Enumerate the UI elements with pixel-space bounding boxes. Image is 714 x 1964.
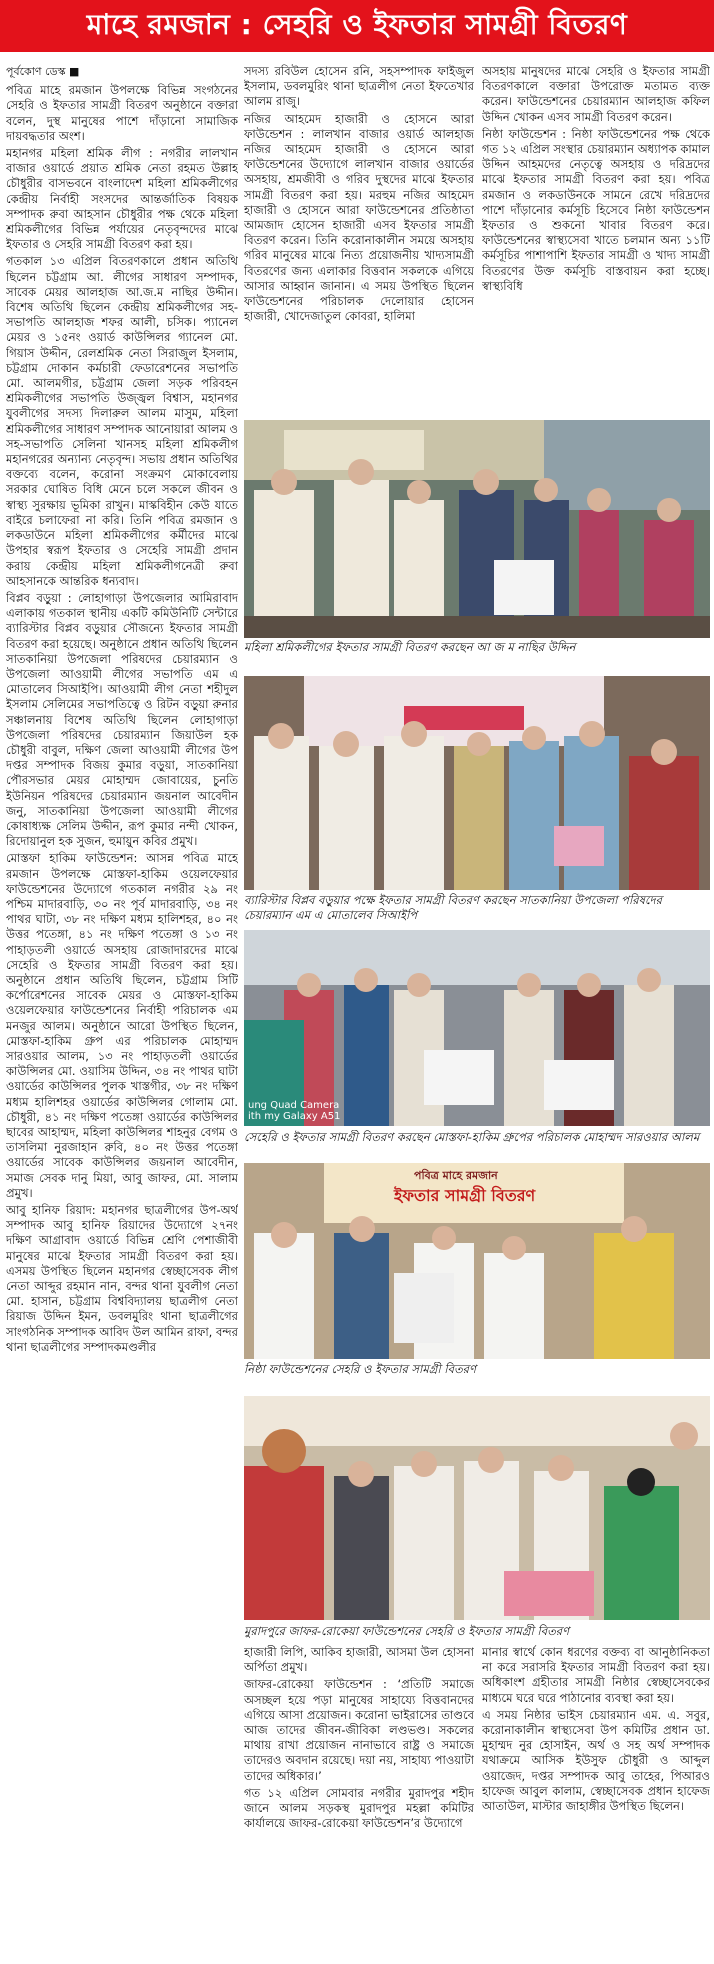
paragraph: পবিত্র মাহে রমজান উপলক্ষে বিভিন্ন সংগঠনের সেহরি ও ইফতার সামগ্রী বিতরণ অনুষ্ঠানে বক্তারা বলেন, দুস্থ মানুষের পাশে দাঁড়ানো সামাজিক দায়বদ্ধতার অংশ। [6,83,238,143]
photo-caption: মুরাদপুরে জাফর-রোকেয়া ফাউন্ডেশনের সেহরি ও ইফতার সামগ্রী বিতরণ [244,1624,570,1638]
byline: পূর্বকোণ ডেস্ক ■ [6,65,80,78]
paragraph: বিপ্লব বড়ুয়া : লোহাগাড়া উপজেলার আমিরাবাদ এলাকায় গতকাল স্থানীয় একটি কমিউনিটি সেন্টারে ব্যারিস্টার বিপ্লব বড়ুয়ার সৌজন্যে ইফতার সামগ্রী বিতরণ করা হয়েছে। অনুষ্ঠানে প্রধান অতিথি ছিলেন সাতকানিয়া উপজেলা পরিষদের চেয়ারম্যান ও উপজেলা আওয়ামী লীগের সভাপতি এম এ মোতালেব সিআইপি। আওয়ামী লীগ নেতা শহীদুল ইসলাম সেলিমের সভাপতিত্বে ও রিটন বড়ুয়া রুনার সঞ্চালনায় বিশেষ অতিথি ছিলেন লোহাগাড়া উপজেলা পরিষদের চেয়ারম্যান জিয়াউল হক চৌধুরী বাবুল, দক্ষিণ জেলা আওয়ামী লীগের উপ দপ্তর সম্পাদক বিজয় কুমার বড়ুয়া, সাতকানিয়া পৌরসভার মেয়র মোহাম্মদ জোবায়ের, চুনতি ইউনিয়ন পরিষদের চেয়ারম্যান জয়নাল আবেদীন জনু, সাতকানিয়া উপজেলা আওয়ামী লীগের কোষাধ্যক্ষ সেলিম উদ্দীন, রূপ কুমার নন্দী খোকন, রিদোয়ানুল হক সুজন, হুমায়ুন কবির প্রমুখ। [6,590,238,849]
page-title: মাহে রমজান : সেহরি ও ইফতার সামগ্রী বিতরণ [0,0,714,52]
photo-banner-subtext: ইফতার সামগ্রী বিতরণ [394,1186,536,1205]
photo-caption: সেহেরি ও ইফতার সামগ্রী বিতরণ করছেন মোস্তফা-হাকিম গ্রুপের পরিচালক মোহাম্মদ সারওয়ার আলম [244,1130,700,1144]
photo-caption: ব্যারিস্টার বিপ্লব বড়ুয়ার পক্ষে ইফতার সামগ্রী বিতরণ করছেন সাতকানিয়া উপজেলা পরিষদের চেয়ারম্যান এম এ মোতালেব সিআইপি [244,893,662,922]
paragraph: মোস্তফা হাকিম ফাউন্ডেশন: আসন্ন পবিত্র মাহে রমজান উপলক্ষে মোস্তফা-হাকিম ওয়েলফেয়ার ফাউন্ডেশনের উদ্যোগে গতকাল নগরীর ২৯ নং পশ্চিম মাদারবাড়ি, ৩০ নং পূর্ব মাদারবাড়ি, ৩৪ নং পাথর ঘাটা, ৩৮ নং দক্ষিণ মধ্যম হালিশহর, ৪০ নং উত্তর পতেঙ্গা, ৪১ নং দক্ষিণ পতেঙ্গা ও ১৩ নং পাহাড়তলী ওয়ার্ডে অসহায় রোজাদারদের মাঝে সেহেরি ও ইফতার সামগ্রী বিতরণ করা হয়। অনুষ্ঠানে প্রধান অতিথি ছিলেন, চট্টগ্রাম সিটি কর্পোরেশনের সাবেক মেয়র ও মোস্তফা-হাকিম ওয়েলফেয়ার ফাউন্ডেশনের নির্বাহী পরিচালক এম মনজুর আলম। অনুষ্ঠানে আরো উপস্থিত ছিলেন, মোস্তফা-হাকিম গ্রুপ এর পরিচালক মোহাম্মদ সারওয়ার আলম, ১৩ নং পাহাড়তলী ওয়ার্ডের কাউন্সিলর মো. ওয়াসিম উদ্দিন, ৩৪ নং পাথর ঘাটা ওয়ার্ডের কাউন্সিলর পুলক খাস্তগীর, ৩৮ নং দক্ষিণ মধ্যম হালিশহর ওয়ার্ডের কাউন্সিলর গোলাম মো. চৌধুরী, ৪১ নং দক্ষিণ পতেঙ্গা ওয়ার্ডের কাউন্সিলর ছাবের আহাম্মদ, মহিলা কাউন্সিলর শাহনুর বেগম ও তাসলিমা নুরজাহান রুবি, ৪০ নং উত্তর পতেঙ্গা ওয়ার্ডের সাবেক কাউন্সিলর জয়নাল আবেদীন, সমাজ সেবক দানু মিয়া, আবু জাফর, মো. সালাম প্রমুখ। [6,851,238,1200]
news-photo [244,676,710,890]
paragraph: আবু হানিফ রিয়াদ: মহানগর ছাত্রলীগের উপ-অর্থ সম্পাদক আবু হানিফ রিয়াদের উদ্যোগে ২৭নং দক্ষিণ আগ্রাবাদ ওয়ার্ডে বিভিন্ন শ্রেণি পেশাজীবী মানুষের মাঝে ইফতার সামগ্রী বিতরণ করা হয়। এসময় উপস্থিত ছিলেন মহানগর স্বেচ্ছাসেবক লীগ নেতা আব্দুর রহমান নান, বন্দর থানা যুবলীগ নেতা মো. হাসান, চট্টগ্রাম বিশ্ববিদ্যালয় ছাত্রলীগ নেতা রিয়াজ উদ্দিন ইমন, ডবলমুরিং থানা ছাত্রলীগের সাংগঠনিক সম্পাদক আবিদ উল আমিন রাফা, বন্দর থানা ছাত্রলীগের সম্পাদকমণ্ডলীর [6,1203,238,1354]
paragraph: এ সময় নিষ্ঠার ভাইস চেয়ারম্যান এম. এ. সবুর, করোনাকালীন স্বাস্থ্যসেবা উপ কমিটির প্রধান ডা. মুহাম্মদ নুর হোসাইন, অর্থ ও সহ অর্থ সম্পাদক যথাক্রমে আসিক ইউসুফ চৌধুরী ও আব্দুল ওয়াজেদ, দপ্তর সম্পাদক আবু তাহের, পিআরও হাফেজ আবুল কালাম, স্বেচ্ছাসেবক প্রধান হাফেজ আতাউল, মাস্টার জাহাঙ্গীর উপস্থিত ছিলেন। [482,1707,710,1814]
photo-caption: নিষ্ঠা ফাউন্ডেশনের সেহরি ও ইফতার সামগ্রী বিতরণ [244,1362,476,1376]
photo-caption: মহিলা শ্রমিকলীগের ইফতার সামগ্রী বিতরণ করছেন আ জ ম নাছির উদ্দিন [244,640,576,654]
paragraph: সদস্য রবিউল হোসেন রনি, সহসম্পাদক ফাইজুল ইসলাম, ডবলমুরিং থানা ছাত্রলীগ নেতা ইফতেখার আলম রাজু। [244,64,474,109]
paragraph: অসহায় মানুষদের মাঝে সেহরি ও ইফতার সামগ্রী বিতরণকালে বক্তারা উপরোক্ত মতামত ব্যক্ত করেন। ফাউন্ডেশনের চেয়ারম্যান আলহাজ কফিল উদ্দিন খোকন এসব সামগ্রী বিতরণ করেন। [482,64,710,124]
paragraph: নিষ্ঠা ফাউন্ডেশন : নিষ্ঠা ফাউন্ডেশনের পক্ষ থেকে গত ১২ এপ্রিল সংস্থার চেয়ারম্যান অধ্যাপক কামাল উদ্দিন আহমদের নেতৃত্বে অসহায় ও দরিদ্রদের মাঝে ইফতার সামগ্রী বিতরণ করা হয়। পবিত্র রমজান ও লকডাউনকে সামনে রেখে দরিদ্রদের পাশে দাঁড়ানোর কর্মসূচি হিসেবে নিষ্ঠা ফাউন্ডেশন ইফতার ও শুকনো খাবার বিতরণ করে। ফাউন্ডেশনের স্বাস্থ্যসেবা খাতে চলমান অন্য ১১টি কর্মসূচির পাশাপাশি ইফতার সামগ্রী ও খাদ্য সামগ্রী বিতরণের উক্ত কর্মসূচি বাস্তবায়ন করা হচ্ছে। স্বাস্থ্যবিধি [482,126,710,293]
paragraph: গত ১২ এপ্রিল সোমবার নগরীর মুরাদপুর শহীদ জানে আলম সড়কস্থ মুরাদপুর মহল্লা কমিটির কার্যালয়ে জাফর-রোকেয়া ফাউন্ডেশন’র উদ্যোগে [244,1785,474,1831]
article-column-2-bottom [244,1645,474,1962]
news-photo [244,420,710,638]
paragraph: নজির আহমেদ হাজারী ও হোসনে আরা ফাউন্ডেশন : লালখান বাজার ওয়ার্ড আলহাজ নজির আহমেদ হাজারী ও হোসনে আরা ফাউন্ডেশনের উদ্যোগে লালখান বাজার ওয়ার্ডের অসহায়, শ্রমজীবী ও গরিব দুস্থদের মাঝে ইফতার সামগ্রী বিতরণ করা হয়। মরহুম নজির আহমেদ হাজারী ও হোসনে আরা ফাউন্ডেশনের প্রতিষ্ঠাতা আমজাদ হোসেন হাজারী এসব ইফতার সামগ্রী বিতরণ করেন। তিনি করোনাকালীন সময়ে অসহায় গরিব মানুষের মাঝে নিত্য প্রয়োজনীয় খাদ্যসামগ্রী বিতরণের জন্য এলাকার বিত্তবান সকলকে এগিয়ে আসার আহ্বান জানান। এ সময় উপস্থিত ছিলেন ফাউন্ডেশনের পরিচালক দেলোয়ার হোসেন হাজারী, খোদেজাতুল কোবরা, হালিমা [244,111,474,324]
photo-banner-text: পবিত্র মাহে রমজান [414,1169,498,1182]
article-column-3-bottom [482,1645,710,1962]
article-column-1 [6,64,238,1962]
camera-watermark: ung Quad Camera ith my Galaxy A51 [248,1100,341,1122]
paragraph: গতকাল ১৩ এপ্রিল বিতরণকালে প্রধান অতিথি ছিলেন চট্টগ্রাম আ. লীগের সাধারণ সম্পাদক, সাবেক মেয়র আলহাজ আ.জ.ম নাছির উদ্দীন। বিশেষ অতিথি ছিলেন কেন্দ্রীয় শ্রমিকলীগের সহ-সভাপতি আলহাজ শফর আলী, চসিক। প্যানেল মেয়র ও ১৫নং ওয়ার্ড কাউন্সিলর গ্যানেল মো. গিয়াস উদ্দীন, রেলশ্রমিক নেতা সিরাজুল ইসলাম, চট্টগ্রাম দোকান কর্মচারী ফেডারেশনের সভাপতি মো. আলমগীর, চট্টগ্রাম জেলা সড়ক পরিবহন শ্রমিকলীগের সভাপতি উজ্জ্বল বিশ্বাস, মহানগর যুবলীগের সদস্য দিলারুল আলম মাসুম, মহিলা শ্রমিকলীগের সাধারণ সম্পাদক আনোয়ারা আলম ও সহ-সভাপতি সেলিনা খানসহ মহিলা শ্রমিকলীগ মহানগরের অন্যান্য নেতৃবৃন্দ। সভায় প্রধান অতিথির বক্তব্যে বলেন, করোনা সংক্রমণ মোকাবেলায় সরকার ঘোষিত বিধি মেনে চলে সকলে জীবন ও স্বাস্থ্য সুরক্ষায় ভূমিকা রাখুন। মাস্কবিহীন কেউ যাতে বাইরে চলাফেরা না করি। তিনি পবিত্র রমজান ও লকডাউনে মহিলা শ্রমিকলীগের কর্মীদের মাঝে উপহার স্বরূপ ইফতার ও সেহেরি সামগ্রী প্রদান করায় কেন্দ্রীয় মহিলা শ্রমিকলীগনেত্রী রুবা আহসানকে আন্তরিক ধন্যবাদ। [6,254,238,588]
news-photo [244,930,710,1126]
news-photo [244,1163,710,1359]
paragraph: মহানগর মহিলা শ্রমিক লীগ : নগরীর লালখান বাজার ওয়ার্ডে প্রয়াত শ্রমিক নেতা রহমত উল্লাহ চৌধুরীর বাসভবনে বাংলাদেশ মহিলা শ্রমিকলীগের কেন্দ্রীয় নির্বাহী সংসদের আন্তর্জাতিক বিষয়ক সম্পাদক রুবা আহসান চৌধুরীর পক্ষ থেকে মহিলা শ্রমিকলীগের বিভিন্ন পর্যায়ের নেতৃবৃন্দদের মাঝে ইফতার ও সেহরি সামগ্রী বিতরণ করা হয়। [6,146,238,252]
paragraph: মানার স্বার্থে কোন ধরণের বক্তব্য বা আনুষ্ঠানিকতা না করে সরাসরি ইফতার সামগ্রী বিতরণ করা হয়। অধিকাংশ গ্রহীতার সামগ্রী নিষ্ঠার স্বেচ্ছাসেবকের মাধ্যমে ঘরে ঘরে পাঠানোর ব্যবস্থা করা হয়। [482,1645,710,1705]
paragraph: জাফর-রোকেয়া ফাউন্ডেশন : ‘প্রতিটি সমাজে অসচ্ছল হয়ে পড়া মানুষের সাহায্যে বিত্তবানদের এগিয়ে আসা প্রয়োজন। করোনা ভাইরাসের তাণ্ডবে আজ তাদের জীবন-জীবিকা লণ্ডভণ্ড। সকলের মাথায় রাখা প্রয়োজন নানাভাবে রাষ্ট্র ও সমাজে তাদেরও অবদান রয়েছে। দয়া নয়, সাহায্য পাওয়াটা তাদের অধিকার।’ [244,1677,474,1783]
paragraph: হাজারী লিপি, আকিব হাজারী, আসমা উল হোসনা অর্পিতা প্রমুখ। [244,1645,474,1675]
news-photo [244,1396,710,1620]
